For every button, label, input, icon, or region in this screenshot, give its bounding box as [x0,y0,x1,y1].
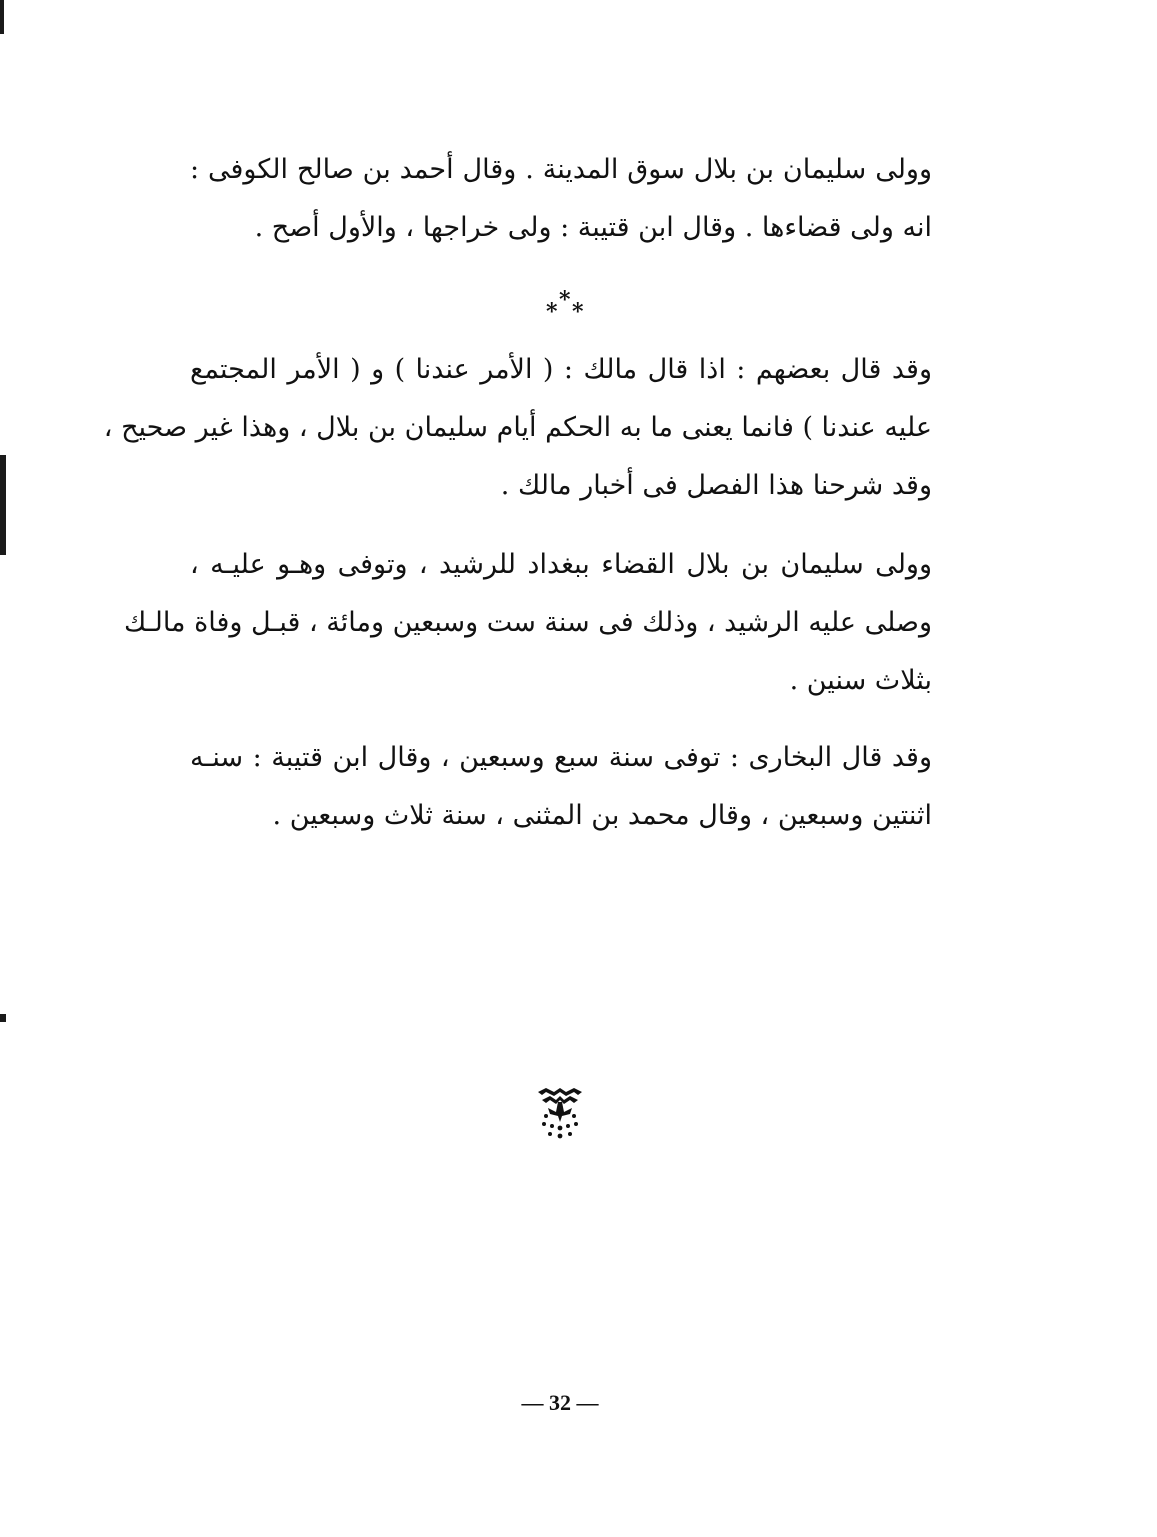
scan-edge-mark [0,1014,6,1022]
separator-star: * [559,287,571,313]
section-separator [536,284,596,324]
text-line: وصلى عليه الرشيد ، وذلك فى سنة ست وسبعين ومائة ، قبـل وفاة مالـك [123,607,932,638]
separator-star: * [546,299,558,325]
text-line: وقد شرحنا هذا الفصل فى أخبار مالك . [500,470,932,501]
text-line: عليه عندنا ) فانما يعنى ما به الحكم أيام سليمان بن بلال ، وهذا غير صحيح ، [103,412,932,443]
separator-star: * [572,299,584,325]
text-line: انه ولى قضاءها . وقال ابن قتيبة : ولى خراجها ، والأول أصح . [254,212,932,243]
paragraph [123,545,932,705]
text-line: بثلاث سنين . [789,665,932,696]
paragraph [190,150,932,250]
text-line: وولى سليمان بن بلال سوق المدينة . وقال أحمد بن صالح الكوفى : [190,154,932,185]
text-line: وقد قال البخارى : توفى سنة سبع وسبعين ، وقال ابن قتيبة : سنـه [190,742,932,773]
text-line: وقد قال بعضهم : اذا قال مالك : ( الأمر عندنا ) و ( الأمر المجتمع [190,354,932,385]
page-number: — 32 — [521,1390,599,1415]
text-line: اثنتين وسبعين ، وقال محمد بن المثنى ، سنة ثلاث وسبعين . [272,800,932,831]
text-line: وولى سليمان بن بلال القضاء ببغداد للرشيد ، وتوفى وهـو عليـه ، [190,549,932,580]
scan-edge-mark [0,0,4,34]
end-ornament-icon [534,1086,586,1142]
paragraph [190,738,932,838]
scan-edge-mark [0,455,6,555]
paragraph [103,350,932,510]
